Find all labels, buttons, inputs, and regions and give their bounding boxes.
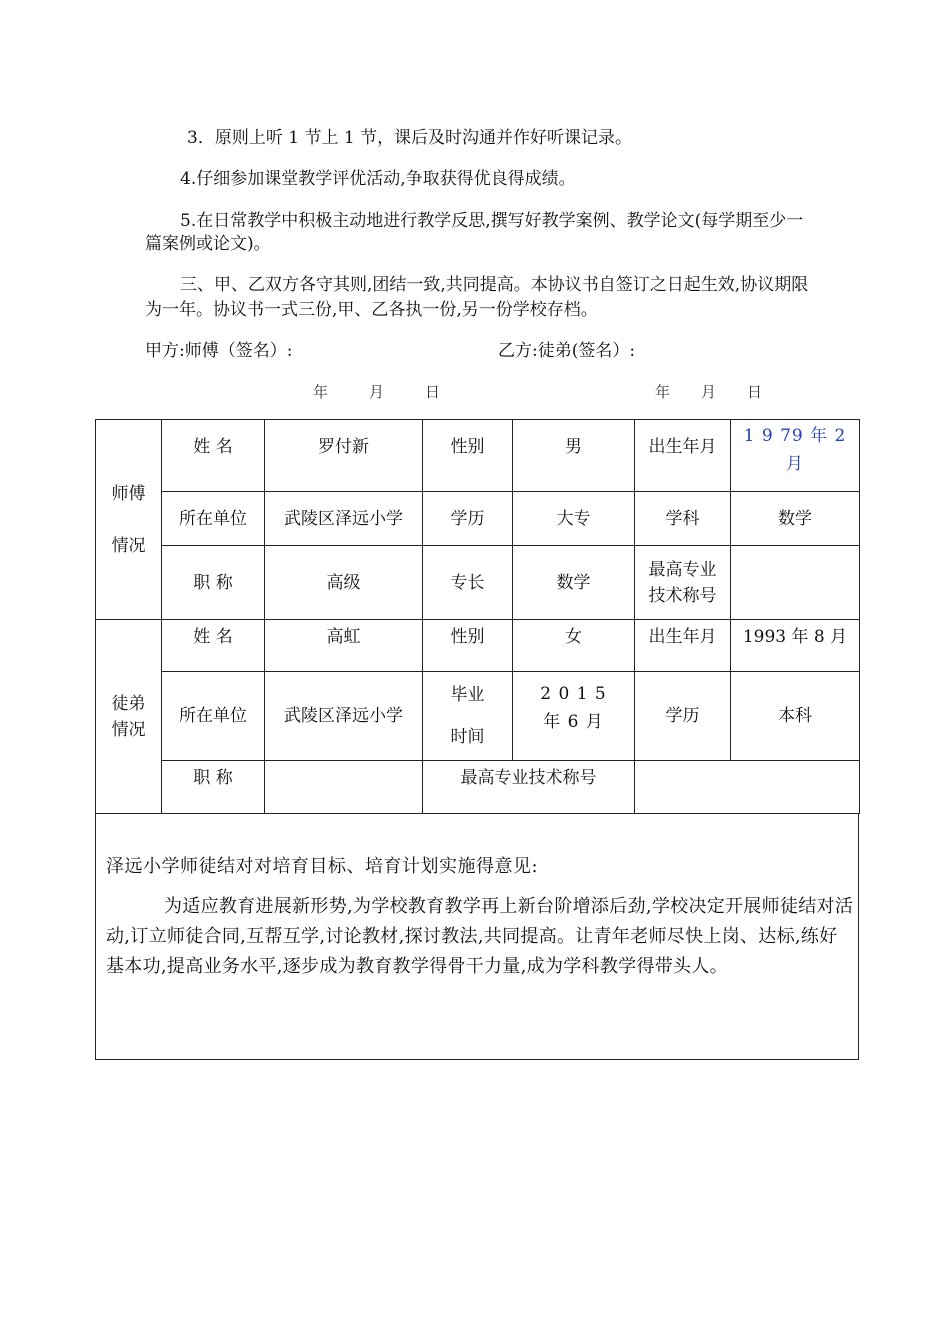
- month-label: 月: [701, 383, 718, 401]
- apprentice-row-2: [96, 672, 860, 761]
- mentor-gender: 男: [513, 420, 635, 492]
- clause-item-5: 5.在日常教学中积极主动地进行教学反思,撰写好教学案例、教学论文(每学期至少一篇案例或论文)。: [145, 211, 804, 254]
- party-b-signature-label: 乙方:徒弟(签名）:: [498, 341, 636, 361]
- party-a-date: [313, 381, 441, 402]
- apprentice-unit: 武陵区泽远小学: [265, 672, 423, 761]
- mentor-subject-label: 学科: [635, 492, 731, 546]
- mentor-name-label: 姓 名: [162, 420, 265, 492]
- apprentice-birth: 1993 年 8 月: [731, 620, 860, 672]
- apprentice-gender: 女: [513, 620, 635, 672]
- month-label: 月: [369, 383, 386, 401]
- mentor-gender-label: 性别: [423, 420, 513, 492]
- apprentice-name-label: 姓 名: [162, 620, 265, 672]
- clause-three: 三、甲、乙双方各守其则,团结一致,共同提高。本协议书自签订之日起生效,协议期限为一年。协议书一式三份,甲、乙各执一份,另一份学校存档。: [145, 275, 809, 320]
- apprentice-section-label: 徒弟 情况: [96, 620, 162, 814]
- apprentice-title-label: 职 称: [162, 761, 265, 814]
- apprentice-row-1: [96, 620, 860, 672]
- party-b-date: [655, 381, 763, 402]
- party-a-signature-label: 甲方:师傅（签名）:: [145, 341, 293, 361]
- apprentice-name: 高虹: [265, 620, 423, 672]
- apprentice-grad: 2 0 1 5 年 6 月: [513, 672, 635, 761]
- year-label: 年: [655, 383, 672, 401]
- mentor-section-label: 师傅 情况: [96, 420, 162, 620]
- mentor-specialty: 数学: [513, 546, 635, 620]
- mentor-unit: 武陵区泽远小学: [265, 492, 423, 546]
- clause-item-4: 4.仔细参加课堂教学评优活动,争取获得优良得成绩。: [180, 169, 576, 189]
- mentor-top-title-label: 最高专业技术称号: [635, 546, 731, 620]
- mentor-title: 高级: [265, 546, 423, 620]
- opinion-body: 为适应教育进展新形势,为学校教育教学再上新台阶增添后劲,学校决定开展师徒结对活动,订立师徒合同,互帮互学,讨论教材,探讨教法,共同提高。让青年老师尽快上岗、达标,练好基本功,提高业务水平,逐步成为教育教学得骨干力量,成为学科教学得带头人。: [106, 896, 854, 977]
- apprentice-top-title: [635, 761, 860, 814]
- apprentice-gender-label: 性别: [423, 620, 513, 672]
- mentor-title-label: 职 称: [162, 546, 265, 620]
- mentor-name: 罗付新: [265, 420, 423, 492]
- apprentice-row-3: [96, 761, 860, 814]
- mentor-birth: 1 9 79 年 2 月: [731, 420, 860, 492]
- mentor-top-title: [731, 546, 860, 620]
- mentor-unit-label: 所在单位: [162, 492, 265, 546]
- apprentice-edu: 本科: [731, 672, 860, 761]
- info-table: [95, 419, 860, 814]
- year-label: 年: [313, 383, 330, 401]
- mentor-row-1: [96, 420, 860, 492]
- clause-item-3: 3．原则上听 1 节上 1 节，课后及时沟通并作好听课记录。: [187, 128, 633, 148]
- apprentice-edu-label: 学历: [635, 672, 731, 761]
- apprentice-unit-label: 所在单位: [162, 672, 265, 761]
- mentor-edu-label: 学历: [423, 492, 513, 546]
- mentor-edu: 大专: [513, 492, 635, 546]
- apprentice-title: [265, 761, 423, 814]
- opinion-title: 泽远小学师徒结对对培育目标、培育计划实施得意见:: [106, 856, 539, 877]
- opinion-box: [95, 814, 859, 1060]
- mentor-row-3: [96, 546, 860, 620]
- apprentice-top-title-label: 最高专业技术称号: [423, 761, 635, 814]
- day-label: 日: [425, 383, 442, 401]
- mentor-row-2: [96, 492, 860, 546]
- mentor-specialty-label: 专长: [423, 546, 513, 620]
- apprentice-grad-label: 毕业 时间: [423, 672, 513, 761]
- day-label: 日: [747, 383, 764, 401]
- apprentice-birth-label: 出生年月: [635, 620, 731, 672]
- mentor-birth-label: 出生年月: [635, 420, 731, 492]
- mentor-subject: 数学: [731, 492, 860, 546]
